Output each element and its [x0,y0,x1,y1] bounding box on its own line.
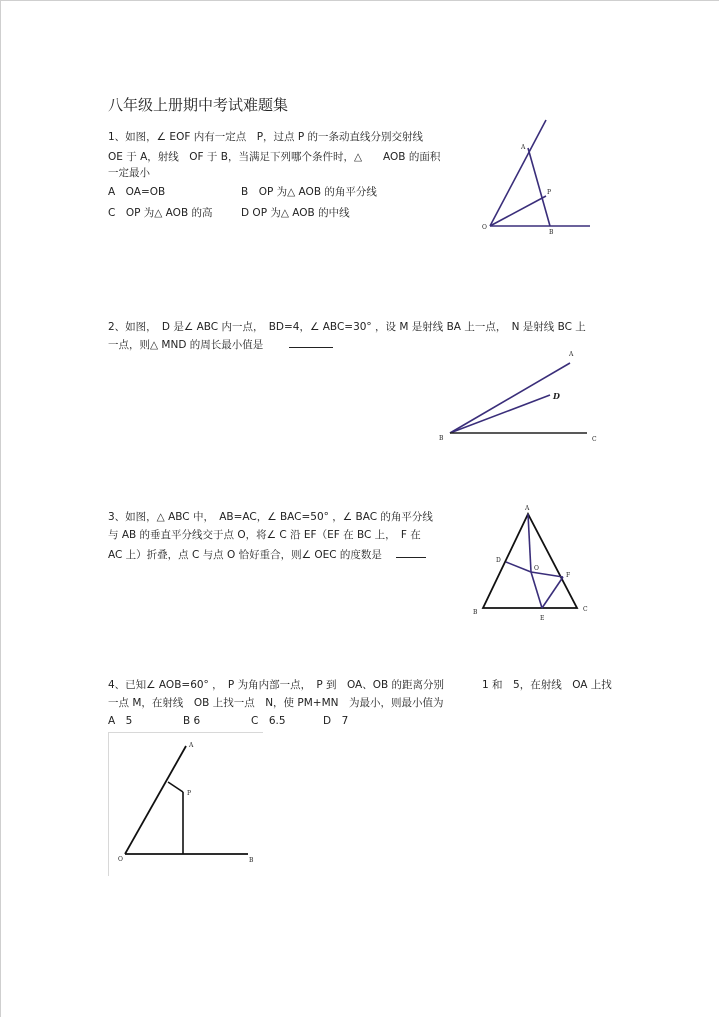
q3-label-a: A [525,505,530,512]
q4-option-c: C 6.5 [251,715,286,727]
q1-line-1: 1、如图，∠ EOF 内有一定点 P，过点 P 的一条动直线分别交射线 [108,131,424,143]
q3-label-f: F [566,572,571,579]
q3-figure [465,500,595,630]
q1-label-a: A [521,144,526,151]
q3-line-3: AC 上）折叠，点 C 与点 O 恰好重合，则∠ OEC 的度数是 [108,546,426,562]
q4-label-o: O [118,856,123,863]
q1-figure [470,112,600,242]
q2-label-b: B [439,435,444,442]
q2-label-c: C [592,436,597,443]
q1-line-2: OE 于 A，射线 OF 于 B，当满足下列哪个条件时，△ AOB 的面积 [108,151,441,163]
q1-label-b: B [549,229,554,236]
q1-option-b: B OP 为△ AOB 的角平分线 [241,186,377,198]
q3-answer-blank [396,546,426,558]
q1-label-p: P [547,189,552,196]
q4-line-2: 一点 M，在射线 OB 上找一点 N，使 PM+MN 为最小，则最小值为 [108,697,444,709]
q1-option-a: A OA=OB [108,186,166,198]
q1-label-o: O [482,224,487,231]
q2-figure [432,345,607,450]
q4-figure [108,732,268,876]
q4-line-1a: 4、已知∠ AOB=60° ， P 为角内部一点， P 到 OA、OB 的距离分别 [108,679,445,691]
q4-line-1b: 1 和 5，在射线 OA 上找 [482,679,612,691]
q1-line-3: 一定最小 [108,167,150,179]
q2-label-d: D [553,391,560,401]
q2-line-1: 2、如图， D 是∠ ABC 内一点， BD=4，∠ ABC=30° ，设 M 是射线 BA 上一点， N 是射线 BC 上 [108,321,586,333]
q3-line-2: 与 AB 的垂直平分线交于点 O，将∠ C 沿 EF（EF 在 BC 上， F 在 [108,529,421,541]
q4-label-p: P [187,790,192,797]
q3-label-d: D [496,557,501,564]
q2-label-a: A [569,351,574,358]
q3-label-e: E [540,615,545,622]
q3-label-b: B [473,609,478,616]
q4-label-a: A [189,742,194,749]
q3-label-c: C [583,606,588,613]
q4-option-b: B 6 [183,715,201,727]
q4-option-a: A 5 [108,715,133,727]
page-title: 八年级上册期中考试难题集 [108,96,289,114]
q3-line-1: 3、如图，△ ABC 中， AB=AC，∠ BAC=50° ，∠ BAC 的角平分线 [108,511,433,523]
q3-label-o: O [534,565,539,572]
q2-answer-blank [289,336,333,348]
q1-option-d: D OP 为△ AOB 的中线 [241,207,350,219]
q4-option-d: D 7 [323,715,349,727]
q4-label-b: B [249,857,254,864]
q1-option-c: C OP 为△ AOB 的高 [108,207,213,219]
q2-line-2: 一点，则△ MND 的周长最小值是 [108,336,333,352]
